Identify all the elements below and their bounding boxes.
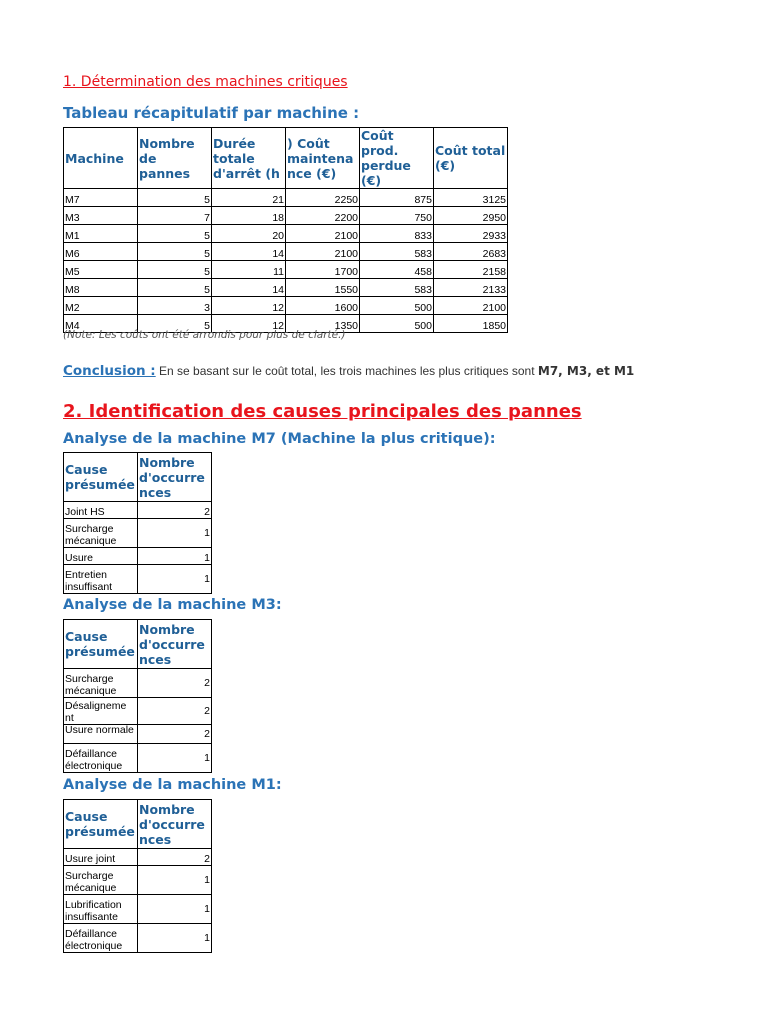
cell-occurrences: 1 [138, 548, 212, 565]
table-row [64, 849, 212, 866]
table-row [64, 725, 212, 744]
cell-machine: M8 [64, 279, 138, 297]
cell-cause: Joint HS [64, 502, 138, 519]
cell-cout-prod: 500 [360, 297, 434, 315]
cell-pannes: 5 [138, 261, 212, 279]
header-cout-prod-perdue: Coût prod. perdue (€) [360, 128, 434, 189]
header-occurrences: Nombre d'occurre nces [138, 800, 212, 849]
cell-pannes: 5 [138, 189, 212, 207]
summary-table-title: Tableau récapitulatif par machine : [63, 104, 360, 122]
cell-cause: Défaillance électronique [64, 924, 138, 953]
header-occurrences: Nombre d'occurre nces [138, 453, 212, 502]
cell-cout-prod: 583 [360, 279, 434, 297]
cell-cout-total: 2133 [434, 279, 508, 297]
cell-machine: M6 [64, 243, 138, 261]
cell-cout-total: 1850 [434, 315, 508, 333]
analysis-m7-table [63, 452, 212, 594]
cell-pannes: 5 [138, 225, 212, 243]
cell-occurrences: 2 [138, 698, 212, 725]
cell-occurrences: 1 [138, 866, 212, 895]
table-row [64, 924, 212, 953]
cell-duree: 11 [212, 261, 286, 279]
cell-duree: 18 [212, 207, 286, 225]
table-row [64, 279, 508, 297]
table-row [64, 548, 212, 565]
cell-cout-total: 2950 [434, 207, 508, 225]
cell-cout-maintenance: 1550 [286, 279, 360, 297]
cell-cout-total: 2683 [434, 243, 508, 261]
conclusion [63, 363, 634, 379]
cell-cause: Surcharge mécanique [64, 866, 138, 895]
cell-occurrences: 2 [138, 669, 212, 698]
table-row [64, 866, 212, 895]
cell-cause: Surcharge mécanique [64, 519, 138, 548]
conclusion-text: En se basant sur le coût total, les trois machines les plus critiques sont [155, 364, 538, 378]
cell-occurrences: 2 [138, 502, 212, 519]
cell-cout-prod: 875 [360, 189, 434, 207]
cell-occurrences: 1 [138, 565, 212, 594]
cell-cause: Désaligneme nt [64, 698, 138, 725]
header-duree-arret: Durée totale d'arrêt (h [212, 128, 286, 189]
header-cause: Cause présumée [64, 620, 138, 669]
cause-table-header-row [64, 620, 212, 669]
summary-table-header-row [64, 128, 508, 189]
cell-duree: 21 [212, 189, 286, 207]
cell-cout-total: 3125 [434, 189, 508, 207]
cell-duree: 20 [212, 225, 286, 243]
cell-occurrences: 2 [138, 849, 212, 866]
cell-cause: Usure joint [64, 849, 138, 866]
cell-duree: 14 [212, 279, 286, 297]
cell-cause: Défaillance électronique [64, 744, 138, 773]
cause-table-header-row [64, 453, 212, 502]
cell-machine: M3 [64, 207, 138, 225]
cell-cout-maintenance: 1700 [286, 261, 360, 279]
cause-table-header-row [64, 800, 212, 849]
table-row [64, 669, 212, 698]
cell-cause-text: Usure normale [65, 725, 134, 736]
cell-cout-maintenance: 1350 [286, 315, 360, 333]
cell-cout-total: 2933 [434, 225, 508, 243]
analysis-m3-table [63, 619, 212, 773]
header-cout-maintenance: ) Coût maintena nce (€) [286, 128, 360, 189]
table-row [64, 297, 508, 315]
table-row [64, 207, 508, 225]
cell-machine: M1 [64, 225, 138, 243]
cell-machine: M4 [64, 315, 138, 333]
analysis-m3-title: Analyse de la machine M3: [63, 597, 282, 613]
cell-cout-prod: 458 [360, 261, 434, 279]
rounding-note: (Note: Les coûts ont été arrondis pour plus de clarté.) [63, 329, 346, 341]
header-nombre-pannes: Nombre de pannes [138, 128, 212, 189]
cell-machine: M7 [64, 189, 138, 207]
table-row [64, 243, 508, 261]
header-cout-total: Coût total (€) [434, 128, 508, 189]
cell-cout-prod: 750 [360, 207, 434, 225]
cell-pannes: 5 [138, 243, 212, 261]
cell-machine: M2 [64, 297, 138, 315]
cell-pannes: 7 [138, 207, 212, 225]
table-row [64, 744, 212, 773]
table-row [64, 565, 212, 594]
cell-occurrences: 1 [138, 519, 212, 548]
header-cause: Cause présumée [64, 453, 138, 502]
cell-cause: Usure [64, 548, 138, 565]
table-row [64, 519, 212, 548]
cell-cout-maintenance: 2100 [286, 243, 360, 261]
cell-occurrences: 1 [138, 744, 212, 773]
table-row [64, 895, 212, 924]
cell-pannes: 3 [138, 297, 212, 315]
cell-cout-maintenance: 2200 [286, 207, 360, 225]
conclusion-label: Conclusion : [63, 363, 156, 379]
cell-duree: 14 [212, 243, 286, 261]
cell-pannes: 5 [138, 315, 212, 333]
cell-cout-maintenance: 2250 [286, 189, 360, 207]
table-row [64, 261, 508, 279]
cell-cout-prod: 833 [360, 225, 434, 243]
cell-cout-maintenance: 1600 [286, 297, 360, 315]
section2-title: 2. Identification des causes principales des pannes [63, 401, 582, 422]
cell-duree: 12 [212, 315, 286, 333]
cell-occurrences: 1 [138, 924, 212, 953]
header-machine: Machine [64, 128, 138, 189]
cell-cause: Entretien insuffisant [64, 565, 138, 594]
analysis-m7-title: Analyse de la machine M7 (Machine la plus critique): [63, 431, 496, 447]
cell-cout-prod: 500 [360, 315, 434, 333]
header-occurrences: Nombre d'occurre nces [138, 620, 212, 669]
cell-cause [64, 725, 138, 744]
analysis-m1-table [63, 799, 212, 953]
cell-cause: Lubrification insuffisante [64, 895, 138, 924]
cell-duree: 12 [212, 297, 286, 315]
cell-cause: Surcharge mécanique [64, 669, 138, 698]
header-cause: Cause présumée [64, 800, 138, 849]
cell-occurrences: 2 [138, 725, 212, 744]
cell-pannes: 5 [138, 279, 212, 297]
table-row [64, 189, 508, 207]
table-row [64, 502, 212, 519]
cell-machine: M5 [64, 261, 138, 279]
table-row [64, 225, 508, 243]
cell-cout-total: 2158 [434, 261, 508, 279]
conclusion-machines: M7, M3, et M1 [537, 364, 635, 378]
cell-cout-maintenance: 2100 [286, 225, 360, 243]
cell-cout-total: 2100 [434, 297, 508, 315]
section1-title: 1. Détermination des machines critiques [63, 74, 348, 90]
analysis-m1-title: Analyse de la machine M1: [63, 777, 282, 793]
summary-table [63, 127, 508, 333]
table-row [64, 698, 212, 725]
cell-cout-prod: 583 [360, 243, 434, 261]
cell-occurrences: 1 [138, 895, 212, 924]
